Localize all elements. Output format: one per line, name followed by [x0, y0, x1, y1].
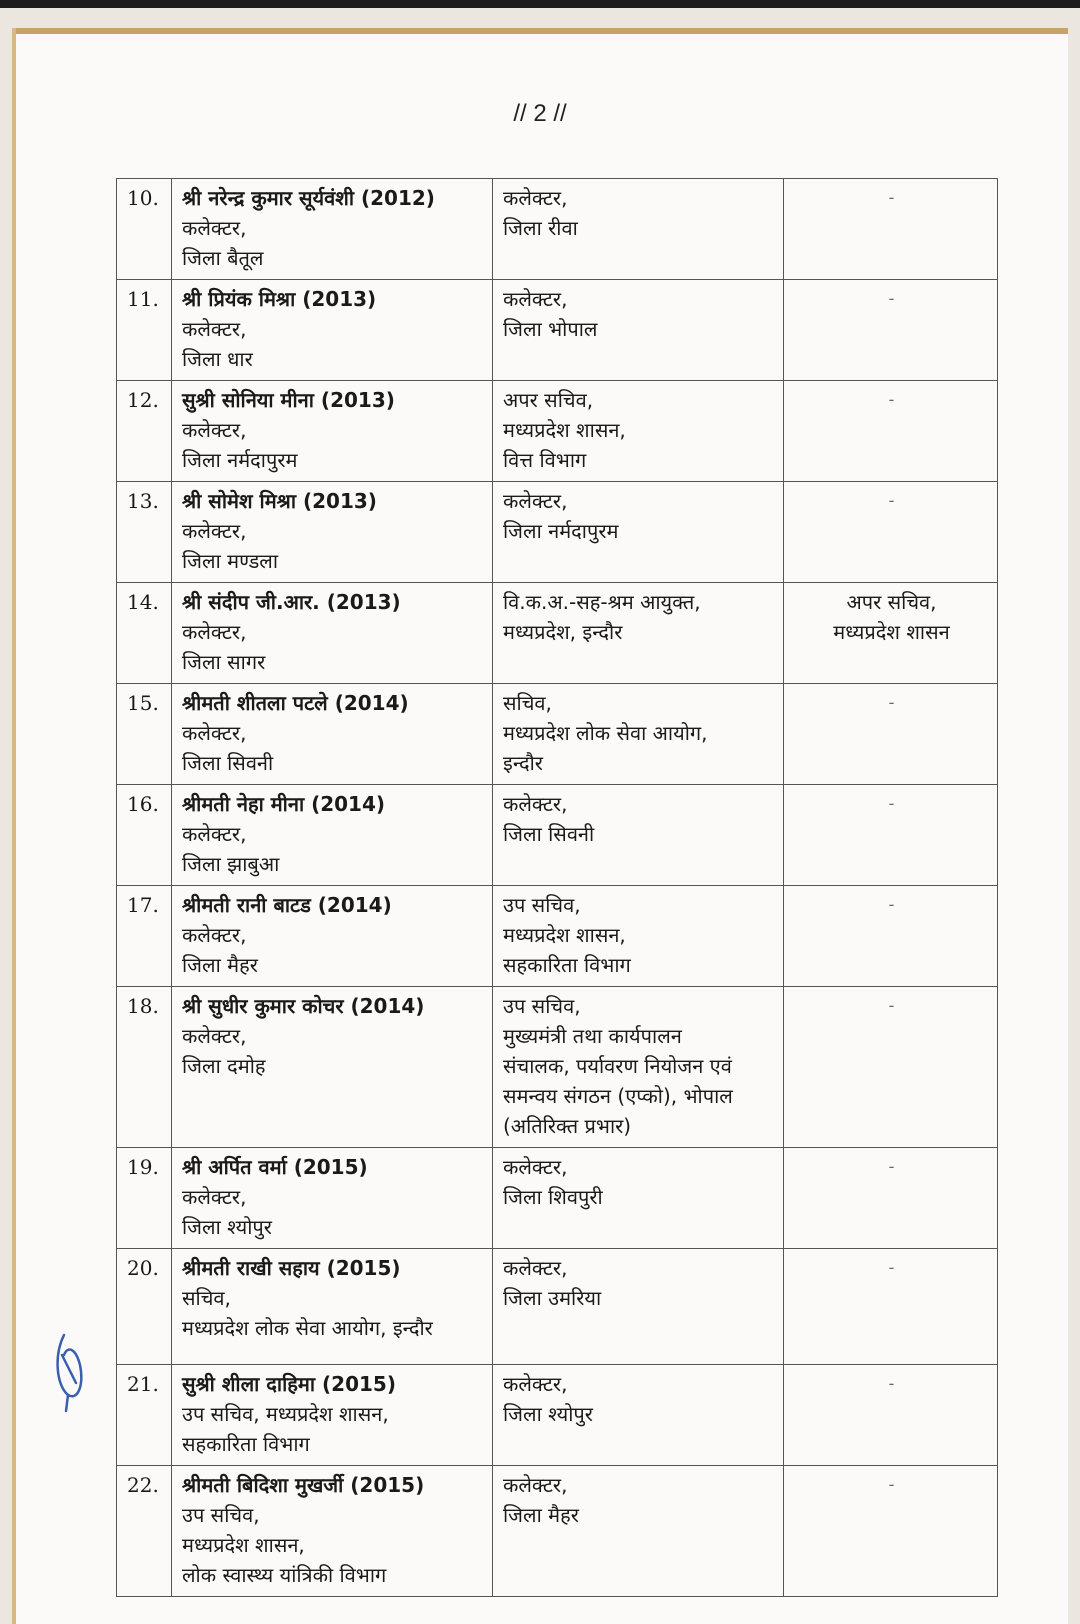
table-row [117, 179, 998, 280]
serial-number: 19. [117, 1148, 172, 1249]
table-row [117, 381, 998, 482]
new-posting-cell [493, 785, 784, 886]
current-posting-line: कलेक्टर, [182, 923, 247, 947]
current-posting-line: जिला नर्मदापुरम [182, 448, 298, 472]
additional-charge-cell [784, 381, 998, 482]
current-posting-line: उप सचिव, [182, 1503, 260, 1527]
new-posting-line: सहकारिता विभाग [503, 953, 631, 977]
table-row [117, 785, 998, 886]
officer-name: श्री सोमेश मिश्रा (2013) [182, 489, 377, 513]
additional-charge-cell [784, 886, 998, 987]
new-posting-line: जिला शिवपुरी [503, 1185, 603, 1209]
additional-charge-line: - [888, 188, 895, 207]
officer-cell [172, 583, 493, 684]
current-posting-line: कलेक्टर, [182, 317, 247, 341]
officer-name: सुश्री शीला दाहिमा (2015) [182, 1372, 396, 1396]
new-posting-line: अपर सचिव, [503, 388, 594, 412]
current-posting-line: कलेक्टर, [182, 216, 247, 240]
transfer-table [116, 178, 998, 1597]
current-posting-line: जिला झाबुआ [182, 852, 280, 876]
serial-number: 22. [117, 1466, 172, 1597]
officer-cell [172, 1365, 493, 1466]
current-posting-line: जिला सागर [182, 650, 266, 674]
new-posting-line: वित्त विभाग [503, 448, 587, 472]
current-posting-line: कलेक्टर, [182, 1024, 247, 1048]
current-posting-line: कलेक्टर, [182, 1185, 247, 1209]
new-posting-line: मुख्यमंत्री तथा कार्यपालन [503, 1024, 682, 1048]
serial-number: 18. [117, 987, 172, 1148]
new-posting-cell [493, 1249, 784, 1365]
current-posting-line: कलेक्टर, [182, 620, 247, 644]
new-posting-cell [493, 583, 784, 684]
serial-number: 17. [117, 886, 172, 987]
additional-charge-cell [784, 280, 998, 381]
new-posting-line: कलेक्टर, [503, 1473, 568, 1497]
table-row [117, 987, 998, 1148]
officer-name: श्रीमती रानी बाटड (2014) [182, 893, 392, 917]
serial-number: 20. [117, 1249, 172, 1365]
additional-charge-line: - [888, 1374, 895, 1393]
current-posting-line: कलेक्टर, [182, 418, 247, 442]
table-body [117, 179, 998, 1597]
current-posting-line: जिला धार [182, 347, 253, 371]
current-posting-line: जिला श्योपुर [182, 1215, 272, 1239]
current-posting-line: जिला मण्डला [182, 549, 279, 573]
current-posting-line: उप सचिव, मध्यप्रदेश शासन, [182, 1402, 389, 1426]
new-posting-line: जिला सिवनी [503, 822, 595, 846]
new-posting-line: कलेक्टर, [503, 489, 568, 513]
officer-name: सुश्री सोनिया मीना (2013) [182, 388, 395, 412]
officer-name: श्रीमती बिदिशा मुखर्जी (2015) [182, 1473, 425, 1497]
current-posting-line: जिला मैहर [182, 953, 258, 977]
new-posting-line: जिला रीवा [503, 216, 578, 240]
new-posting-line: समन्वय संगठन (एप्को), भोपाल [503, 1084, 733, 1108]
table-row [117, 280, 998, 381]
serial-number: 14. [117, 583, 172, 684]
officer-cell [172, 785, 493, 886]
current-posting-line: कलेक्टर, [182, 519, 247, 543]
top-bar [0, 0, 1080, 8]
additional-charge-line: - [888, 794, 895, 813]
new-posting-line: जिला उमरिया [503, 1286, 602, 1310]
serial-number: 11. [117, 280, 172, 381]
officer-name: श्रीमती शीतला पटले (2014) [182, 691, 409, 715]
additional-charge-line: - [888, 1157, 895, 1176]
table-row [117, 1148, 998, 1249]
new-posting-line: कलेक्टर, [503, 792, 568, 816]
new-posting-line: जिला श्योपुर [503, 1402, 593, 1426]
officer-name: श्रीमती राखी सहाय (2015) [182, 1256, 401, 1280]
current-posting-line: सचिव, [182, 1286, 231, 1310]
additional-charge-line: - [888, 996, 895, 1015]
officer-name: श्री प्रियंक मिश्रा (2013) [182, 287, 377, 311]
new-posting-line: कलेक्टर, [503, 1256, 568, 1280]
serial-number: 10. [117, 179, 172, 280]
current-posting-line: जिला दमोह [182, 1054, 266, 1078]
new-posting-line: जिला नर्मदापुरम [503, 519, 619, 543]
officer-cell [172, 1148, 493, 1249]
serial-number: 15. [117, 684, 172, 785]
current-posting-line: कलेक्टर, [182, 822, 247, 846]
additional-charge-cell [784, 179, 998, 280]
new-posting-line: उप सचिव, [503, 994, 581, 1018]
new-posting-cell [493, 179, 784, 280]
additional-charge-cell [784, 785, 998, 886]
table-row [117, 886, 998, 987]
new-posting-line: संचालक, पर्यावरण नियोजन एवं [503, 1054, 732, 1078]
additional-charge-line: - [888, 289, 895, 308]
additional-charge-cell [784, 684, 998, 785]
current-posting-line: लोक स्वास्थ्य यांत्रिकी विभाग [182, 1563, 387, 1587]
officer-name: श्रीमती नेहा मीना (2014) [182, 792, 386, 816]
new-posting-line: जिला भोपाल [503, 317, 598, 341]
page-number: // 2 // [513, 100, 567, 127]
table-row [117, 1249, 998, 1365]
additional-charge-cell [784, 482, 998, 583]
new-posting-line: जिला मैहर [503, 1503, 579, 1527]
additional-charge-line: - [888, 390, 895, 409]
current-posting-line: कलेक्टर, [182, 721, 247, 745]
officer-cell [172, 684, 493, 785]
officer-cell [172, 1249, 493, 1365]
new-posting-line: कलेक्टर, [503, 186, 568, 210]
new-posting-cell [493, 987, 784, 1148]
serial-number: 16. [117, 785, 172, 886]
officer-cell [172, 987, 493, 1148]
new-posting-cell [493, 1365, 784, 1466]
new-posting-cell [493, 684, 784, 785]
table-row [117, 1365, 998, 1466]
current-posting-line: मध्यप्रदेश लोक सेवा आयोग, इन्दौर [182, 1316, 433, 1340]
new-posting-line: कलेक्टर, [503, 1155, 568, 1179]
officer-cell [172, 280, 493, 381]
additional-charge-line: मध्यप्रदेश शासन [833, 620, 950, 644]
additional-charge-cell [784, 1148, 998, 1249]
officer-cell [172, 381, 493, 482]
serial-number: 12. [117, 381, 172, 482]
new-posting-cell [493, 1148, 784, 1249]
new-posting-cell [493, 482, 784, 583]
officer-cell [172, 1466, 493, 1597]
table-row [117, 583, 998, 684]
additional-charge-line: - [888, 491, 895, 510]
additional-charge-cell [784, 1365, 998, 1466]
new-posting-line: सचिव, [503, 691, 552, 715]
new-posting-line: (अतिरिक्त प्रभार) [503, 1114, 632, 1138]
officer-cell [172, 886, 493, 987]
new-posting-cell [493, 1466, 784, 1597]
new-posting-line: कलेक्टर, [503, 1372, 568, 1396]
additional-charge-line: - [888, 1475, 895, 1494]
new-posting-line: कलेक्टर, [503, 287, 568, 311]
current-posting-line: सहकारिता विभाग [182, 1432, 310, 1456]
new-posting-line: इन्दौर [503, 751, 543, 775]
additional-charge-line: अपर सचिव, [846, 590, 937, 614]
table-row [117, 482, 998, 583]
new-posting-line: मध्यप्रदेश लोक सेवा आयोग, [503, 721, 708, 745]
officer-name: श्री अर्पित वर्मा (2015) [182, 1155, 368, 1179]
new-posting-cell [493, 886, 784, 987]
additional-charge-line: - [888, 693, 895, 712]
new-posting-line: उप सचिव, [503, 893, 581, 917]
table-row [117, 1466, 998, 1597]
current-posting-line: जिला सिवनी [182, 751, 274, 775]
new-posting-cell [493, 280, 784, 381]
table-row [117, 684, 998, 785]
new-posting-line: मध्यप्रदेश शासन, [503, 923, 626, 947]
current-posting-line: जिला बैतूल [182, 246, 264, 270]
additional-charge-line: - [888, 1258, 895, 1277]
serial-number: 21. [117, 1365, 172, 1466]
additional-charge-cell [784, 1249, 998, 1365]
serial-number: 13. [117, 482, 172, 583]
officer-cell [172, 482, 493, 583]
additional-charge-cell [784, 583, 998, 684]
new-posting-cell [493, 381, 784, 482]
officer-name: श्री नरेन्द्र कुमार सूर्यवंशी (2012) [182, 186, 435, 210]
officer-name: श्री संदीप जी.आर. (2013) [182, 590, 401, 614]
officer-cell [172, 179, 493, 280]
new-posting-line: वि.क.अ.-सह-श्रम आयुक्त, [503, 590, 701, 614]
officer-name: श्री सुधीर कुमार कोचर (2014) [182, 994, 425, 1018]
new-posting-line: मध्यप्रदेश शासन, [503, 418, 626, 442]
signature-mark [50, 1325, 90, 1415]
additional-charge-cell [784, 987, 998, 1148]
additional-charge-line: - [888, 895, 895, 914]
current-posting-line: मध्यप्रदेश शासन, [182, 1533, 305, 1557]
new-posting-line: मध्यप्रदेश, इन्दौर [503, 620, 623, 644]
additional-charge-cell [784, 1466, 998, 1597]
